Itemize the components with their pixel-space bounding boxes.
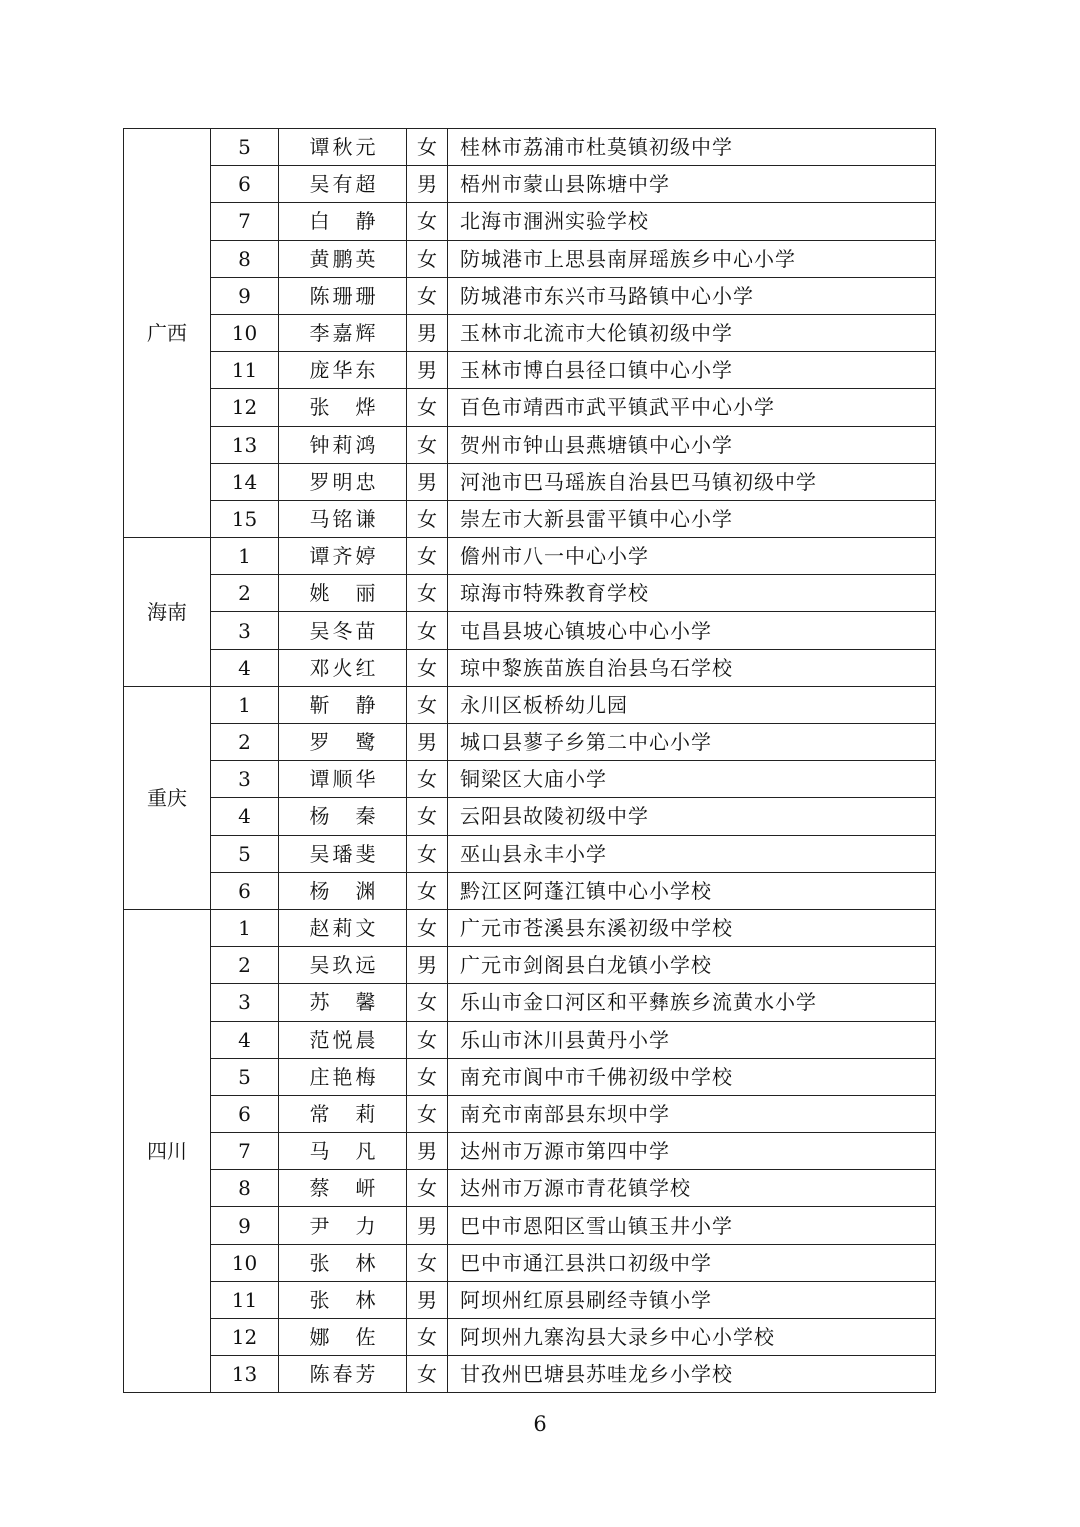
name-cell	[279, 909, 407, 946]
number-cell: 9	[211, 1207, 279, 1244]
school-cell: 防城港市东兴市马路镇中心小学	[448, 277, 936, 314]
table-row	[124, 686, 936, 723]
school-cell: 贺州市钟山县燕塘镇中心小学	[448, 426, 936, 463]
table-row	[124, 1095, 936, 1132]
school-cell: 乐山市沐川县黄丹小学	[448, 1021, 936, 1058]
number-cell: 2	[211, 575, 279, 612]
province-cell: 重庆	[124, 686, 211, 909]
gender-cell: 女	[407, 1058, 448, 1095]
table-row	[124, 166, 936, 203]
number-cell: 10	[211, 314, 279, 351]
table-row	[124, 314, 936, 351]
name-text: 马凡	[309, 1139, 376, 1164]
number-cell: 3	[211, 612, 279, 649]
number-cell: 12	[211, 1319, 279, 1356]
number-cell: 13	[211, 1356, 279, 1393]
table-row	[124, 203, 936, 240]
school-cell: 云阳县故陵初级中学	[448, 798, 936, 835]
number-cell: 1	[211, 686, 279, 723]
gender-cell: 男	[407, 1133, 448, 1170]
number-cell: 4	[211, 649, 279, 686]
name-text: 蔡岍	[309, 1176, 376, 1201]
name-text: 靳静	[309, 692, 376, 717]
table-row	[124, 538, 936, 575]
gender-cell: 女	[407, 500, 448, 537]
school-cell: 儋州市八一中心小学	[448, 538, 936, 575]
school-cell: 巫山县永丰小学	[448, 835, 936, 872]
name-text: 马铭谦	[309, 506, 376, 531]
gender-cell: 男	[407, 724, 448, 761]
name-text: 吴有超	[309, 172, 376, 197]
table-row	[124, 1319, 936, 1356]
name-cell	[279, 686, 407, 723]
province-cell: 四川	[124, 909, 211, 1392]
name-text: 姚丽	[309, 581, 376, 606]
province-cell: 海南	[124, 538, 211, 687]
name-text: 庄艳梅	[309, 1064, 376, 1089]
name-cell	[279, 724, 407, 761]
gender-cell: 女	[407, 798, 448, 835]
name-text: 谭秋元	[309, 135, 376, 160]
gender-cell: 男	[407, 463, 448, 500]
number-cell: 7	[211, 1133, 279, 1170]
table-row	[124, 761, 936, 798]
gender-cell: 女	[407, 1244, 448, 1281]
name-text: 杨秦	[309, 804, 376, 829]
name-text: 钟莉鸿	[309, 432, 376, 457]
school-cell: 达州市万源市青花镇学校	[448, 1170, 936, 1207]
gender-cell: 男	[407, 314, 448, 351]
name-cell	[279, 1319, 407, 1356]
name-cell	[279, 1244, 407, 1281]
name-cell	[279, 612, 407, 649]
table-row	[124, 984, 936, 1021]
school-cell: 琼中黎族苗族自治县乌石学校	[448, 649, 936, 686]
name-text: 罗鹭	[309, 730, 376, 755]
table-row	[124, 1170, 936, 1207]
school-cell: 南充市阆中市千佛初级中学校	[448, 1058, 936, 1095]
name-cell	[279, 1281, 407, 1318]
name-cell	[279, 538, 407, 575]
name-cell	[279, 314, 407, 351]
number-cell: 2	[211, 724, 279, 761]
gender-cell: 女	[407, 612, 448, 649]
table-row	[124, 724, 936, 761]
gender-cell: 男	[407, 947, 448, 984]
name-cell	[279, 203, 407, 240]
gender-cell: 女	[407, 1356, 448, 1393]
gender-cell: 男	[407, 352, 448, 389]
table-row	[124, 352, 936, 389]
table-row	[124, 1021, 936, 1058]
gender-cell: 女	[407, 686, 448, 723]
name-cell	[279, 1095, 407, 1132]
number-cell: 3	[211, 761, 279, 798]
name-cell	[279, 166, 407, 203]
gender-cell: 女	[407, 1021, 448, 1058]
number-cell: 3	[211, 984, 279, 1021]
table-row	[124, 277, 936, 314]
table-row	[124, 240, 936, 277]
table-row	[124, 649, 936, 686]
number-cell: 7	[211, 203, 279, 240]
name-cell	[279, 389, 407, 426]
number-cell: 11	[211, 1281, 279, 1318]
table-row	[124, 872, 936, 909]
table-row	[124, 1207, 936, 1244]
school-cell: 阿坝州九寨沟县大录乡中心小学校	[448, 1319, 936, 1356]
school-cell: 桂林市荔浦市杜莫镇初级中学	[448, 129, 936, 166]
school-cell: 河池市巴马瑶族自治县巴马镇初级中学	[448, 463, 936, 500]
name-cell	[279, 575, 407, 612]
name-text: 吴玖远	[309, 953, 376, 978]
table-row	[124, 1133, 936, 1170]
gender-cell: 女	[407, 277, 448, 314]
table-row	[124, 129, 936, 166]
name-cell	[279, 129, 407, 166]
school-cell: 黔江区阿蓬江镇中心小学校	[448, 872, 936, 909]
number-cell: 8	[211, 1170, 279, 1207]
name-text: 张烨	[309, 395, 376, 420]
table-row	[124, 612, 936, 649]
name-text: 白静	[309, 209, 376, 234]
gender-cell: 女	[407, 761, 448, 798]
gender-cell: 女	[407, 426, 448, 463]
gender-cell: 女	[407, 984, 448, 1021]
number-cell: 2	[211, 947, 279, 984]
number-cell: 8	[211, 240, 279, 277]
school-cell: 甘孜州巴塘县苏哇龙乡小学校	[448, 1356, 936, 1393]
school-cell: 铜梁区大庙小学	[448, 761, 936, 798]
name-cell	[279, 463, 407, 500]
school-cell: 玉林市北流市大伦镇初级中学	[448, 314, 936, 351]
name-text: 范悦晨	[309, 1027, 376, 1052]
gender-cell: 女	[407, 389, 448, 426]
gender-cell: 女	[407, 575, 448, 612]
name-cell	[279, 1021, 407, 1058]
name-cell	[279, 240, 407, 277]
gender-cell: 女	[407, 1319, 448, 1356]
name-text: 张林	[309, 1250, 376, 1275]
number-cell: 5	[211, 835, 279, 872]
name-text: 尹力	[309, 1213, 376, 1238]
gender-cell: 女	[407, 129, 448, 166]
table-row	[124, 947, 936, 984]
number-cell: 6	[211, 872, 279, 909]
name-text: 吴璠斐	[309, 841, 376, 866]
name-cell	[279, 761, 407, 798]
gender-cell: 女	[407, 203, 448, 240]
name-text: 苏馨	[309, 990, 376, 1015]
table-row	[124, 1281, 936, 1318]
table-row	[124, 1058, 936, 1095]
name-cell	[279, 649, 407, 686]
name-cell	[279, 1207, 407, 1244]
school-cell: 巴中市通江县洪口初级中学	[448, 1244, 936, 1281]
number-cell: 9	[211, 277, 279, 314]
number-cell: 6	[211, 166, 279, 203]
teacher-list-table	[123, 128, 936, 1393]
school-cell: 达州市万源市第四中学	[448, 1133, 936, 1170]
school-cell: 崇左市大新县雷平镇中心小学	[448, 500, 936, 537]
school-cell: 屯昌县坡心镇坡心中心小学	[448, 612, 936, 649]
school-cell: 广元市剑阁县白龙镇小学校	[448, 947, 936, 984]
number-cell: 1	[211, 909, 279, 946]
number-cell: 13	[211, 426, 279, 463]
school-cell: 永川区板桥幼儿园	[448, 686, 936, 723]
name-cell	[279, 426, 407, 463]
gender-cell: 女	[407, 872, 448, 909]
name-text: 黄鹏英	[309, 246, 376, 271]
name-text: 谭顺华	[309, 767, 376, 792]
school-cell: 乐山市金口河区和平彝族乡流黄水小学	[448, 984, 936, 1021]
name-text: 庞华东	[309, 358, 376, 383]
name-text: 罗明忠	[309, 469, 376, 494]
school-cell: 广元市苍溪县东溪初级中学校	[448, 909, 936, 946]
name-text: 李嘉辉	[309, 321, 376, 346]
name-cell	[279, 1058, 407, 1095]
table-row	[124, 575, 936, 612]
gender-cell: 男	[407, 1207, 448, 1244]
name-cell	[279, 500, 407, 537]
school-cell: 琼海市特殊教育学校	[448, 575, 936, 612]
gender-cell: 女	[407, 538, 448, 575]
school-cell: 梧州市蒙山县陈塘中学	[448, 166, 936, 203]
name-cell	[279, 872, 407, 909]
gender-cell: 女	[407, 1095, 448, 1132]
name-text: 吴冬苗	[309, 618, 376, 643]
name-text: 陈春芳	[309, 1362, 376, 1387]
name-text: 谭齐婷	[309, 544, 376, 569]
gender-cell: 女	[407, 1170, 448, 1207]
number-cell: 14	[211, 463, 279, 500]
school-cell: 阿坝州红原县刷经寺镇小学	[448, 1281, 936, 1318]
name-text: 常莉	[309, 1101, 376, 1126]
page-number: 6	[533, 1412, 547, 1436]
number-cell: 4	[211, 798, 279, 835]
name-cell	[279, 835, 407, 872]
name-text: 赵莉文	[309, 916, 376, 941]
table-row	[124, 798, 936, 835]
province-cell: 广西	[124, 129, 211, 538]
gender-cell: 女	[407, 649, 448, 686]
name-text: 张林	[309, 1287, 376, 1312]
table-row	[124, 389, 936, 426]
table-row	[124, 909, 936, 946]
name-text: 陈珊珊	[309, 283, 376, 308]
table-row	[124, 426, 936, 463]
number-cell: 10	[211, 1244, 279, 1281]
school-cell: 百色市靖西市武平镇武平中心小学	[448, 389, 936, 426]
gender-cell: 女	[407, 240, 448, 277]
name-text: 邓火红	[309, 655, 376, 680]
number-cell: 4	[211, 1021, 279, 1058]
name-cell	[279, 352, 407, 389]
school-cell: 玉林市博白县径口镇中心小学	[448, 352, 936, 389]
number-cell: 5	[211, 1058, 279, 1095]
name-cell	[279, 277, 407, 314]
number-cell: 6	[211, 1095, 279, 1132]
table-body	[124, 129, 936, 1393]
number-cell: 1	[211, 538, 279, 575]
table-row	[124, 835, 936, 872]
school-cell: 北海市涠洲实验学校	[448, 203, 936, 240]
number-cell: 5	[211, 129, 279, 166]
school-cell: 巴中市恩阳区雪山镇玉井小学	[448, 1207, 936, 1244]
name-text: 娜佐	[309, 1325, 376, 1350]
table-row	[124, 1244, 936, 1281]
gender-cell: 女	[407, 835, 448, 872]
school-cell: 南充市南部县东坝中学	[448, 1095, 936, 1132]
number-cell: 11	[211, 352, 279, 389]
name-cell	[279, 984, 407, 1021]
table-row	[124, 463, 936, 500]
name-cell	[279, 798, 407, 835]
name-cell	[279, 1170, 407, 1207]
gender-cell: 男	[407, 166, 448, 203]
number-cell: 15	[211, 500, 279, 537]
table-row	[124, 1356, 936, 1393]
name-text: 杨渊	[309, 878, 376, 903]
name-cell	[279, 1356, 407, 1393]
name-cell	[279, 947, 407, 984]
school-cell: 城口县蓼子乡第二中心小学	[448, 724, 936, 761]
number-cell: 12	[211, 389, 279, 426]
gender-cell: 女	[407, 909, 448, 946]
school-cell: 防城港市上思县南屏瑶族乡中心小学	[448, 240, 936, 277]
name-cell	[279, 1133, 407, 1170]
gender-cell: 男	[407, 1281, 448, 1318]
table-row	[124, 500, 936, 537]
